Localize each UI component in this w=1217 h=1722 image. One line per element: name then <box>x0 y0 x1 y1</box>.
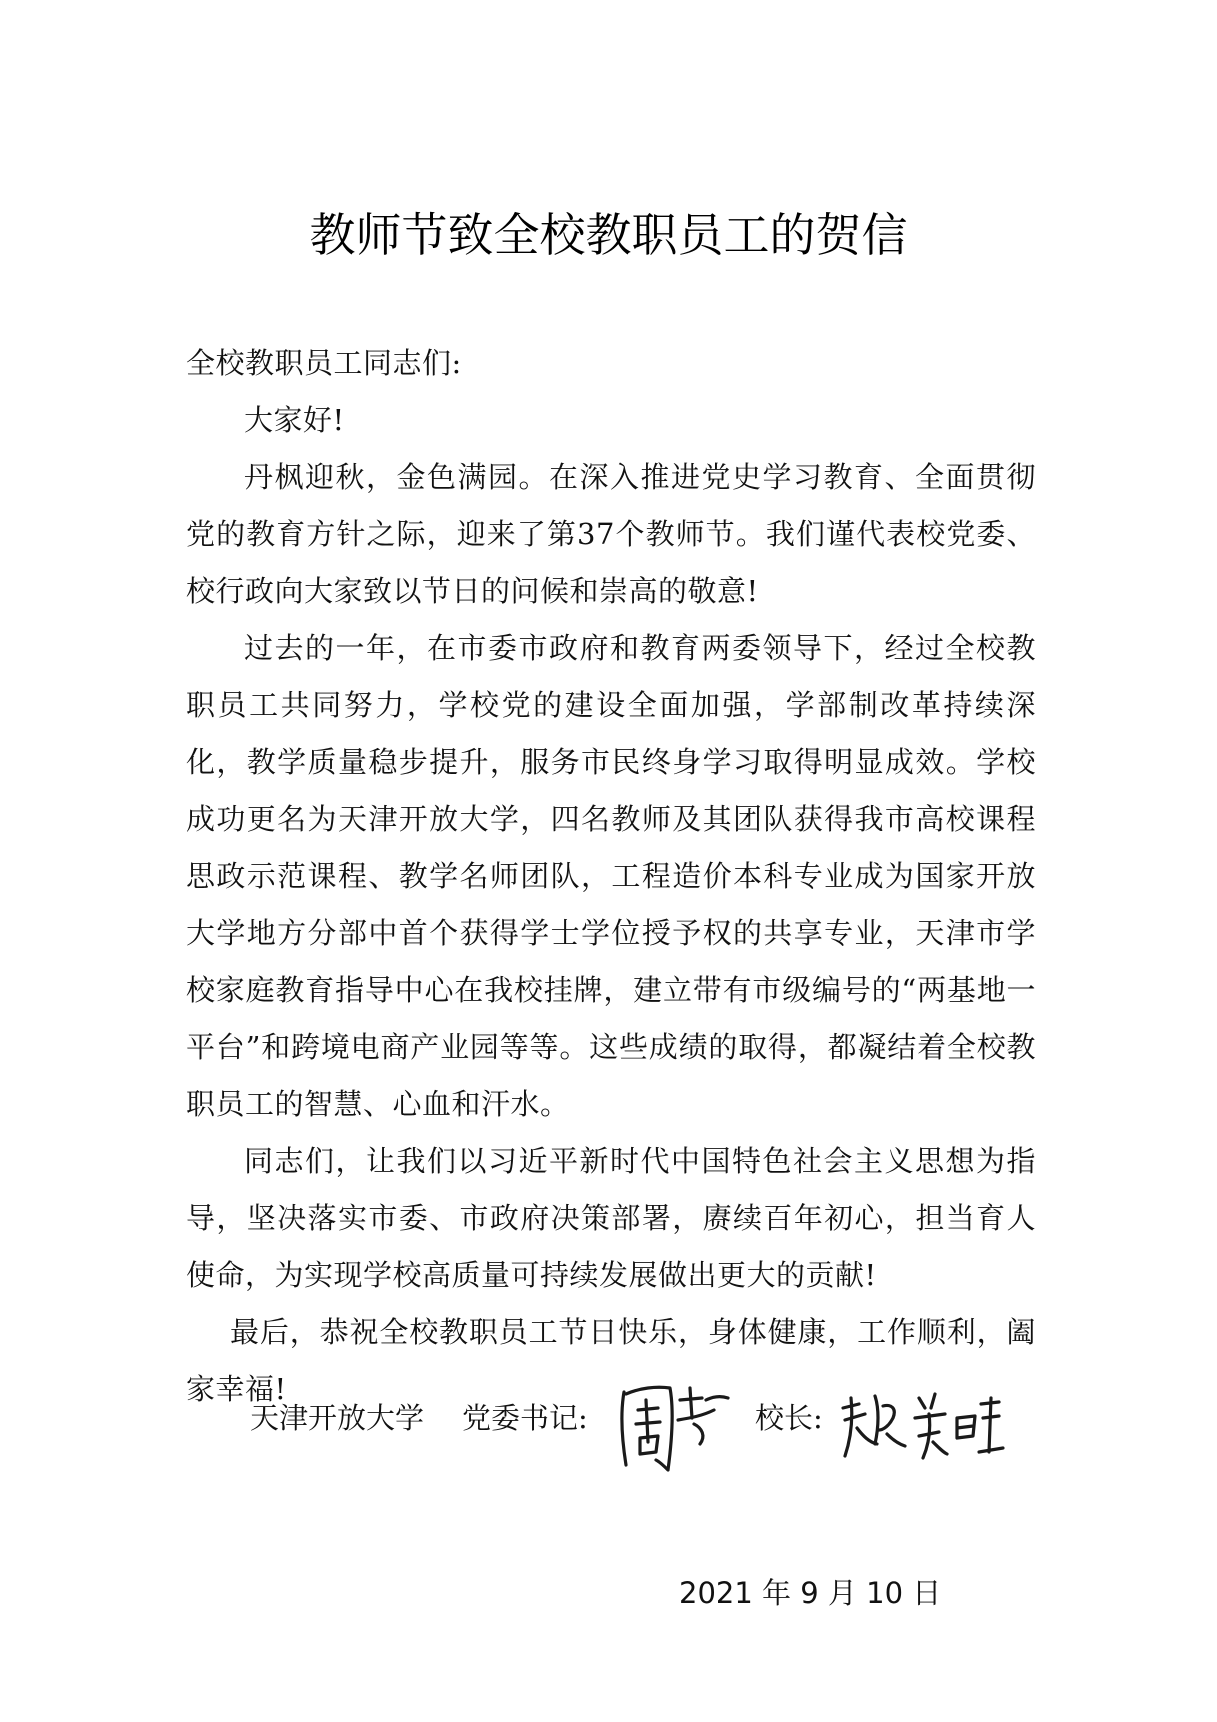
president-signature <box>835 1378 1005 1468</box>
salutation: 全校教职员工同志们: <box>186 346 462 380</box>
document-title: 教师节致全校教职员工的贺信 <box>309 208 908 262</box>
document-date: 2021 年 9 月 10 日 <box>679 1576 942 1610</box>
party-secretary-label: 党委书记: <box>462 1401 588 1435</box>
paragraph-3: 同志们，让我们以习近平新时代中国特色社会主义思想为指导，坚决落实市委、市政府决策部署，赓续百年初心，担当育人使命，为实现学校高质量可持续发展做出更大的贡献! <box>186 1144 1036 1292</box>
signature-block <box>250 1390 1100 1490</box>
institution-name: 天津开放大学 <box>250 1401 425 1435</box>
paragraph-4: 最后，恭祝全校教职员工节日快乐，身体健康，工作顺利，阖家幸福! <box>186 1315 1036 1406</box>
paragraph-2: 过去的一年，在市委市政府和教育两委领导下，经过全校教职员工共同努力，学校党的建设全面加强，学部制改革持续深化，教学质量稳步提升，服务市民终身学习取得明显成效。学校成功更名为天津开放大学，四名教师及其团队获得我市高校课程思政示范课程、教学名师团队，工程造价本科专业成为国家开放大学地方分部中首个获得学士学位授予权的共享专业，天津市学校家庭教育指导中心在我校挂牌，建立带有市级编号的“两基地一平台”和跨境电商产业园等等。这些成绩的取得，都凝结着全校教职员工的智慧、心血和汗水。 <box>186 631 1036 1121</box>
letter-body <box>186 335 1036 1418</box>
president-label: 校长: <box>755 1401 823 1435</box>
greeting: 大家好! <box>244 403 345 437</box>
paragraph-1: 丹枫迎秋，金色满园。在深入推进党史学习教育、全面贯彻党的教育方针之际，迎来了第37个教师节。我们谨代表校党委、校行政向大家致以节日的问候和崇高的敬意! <box>186 460 1036 608</box>
party-secretary-signature <box>610 1370 730 1480</box>
